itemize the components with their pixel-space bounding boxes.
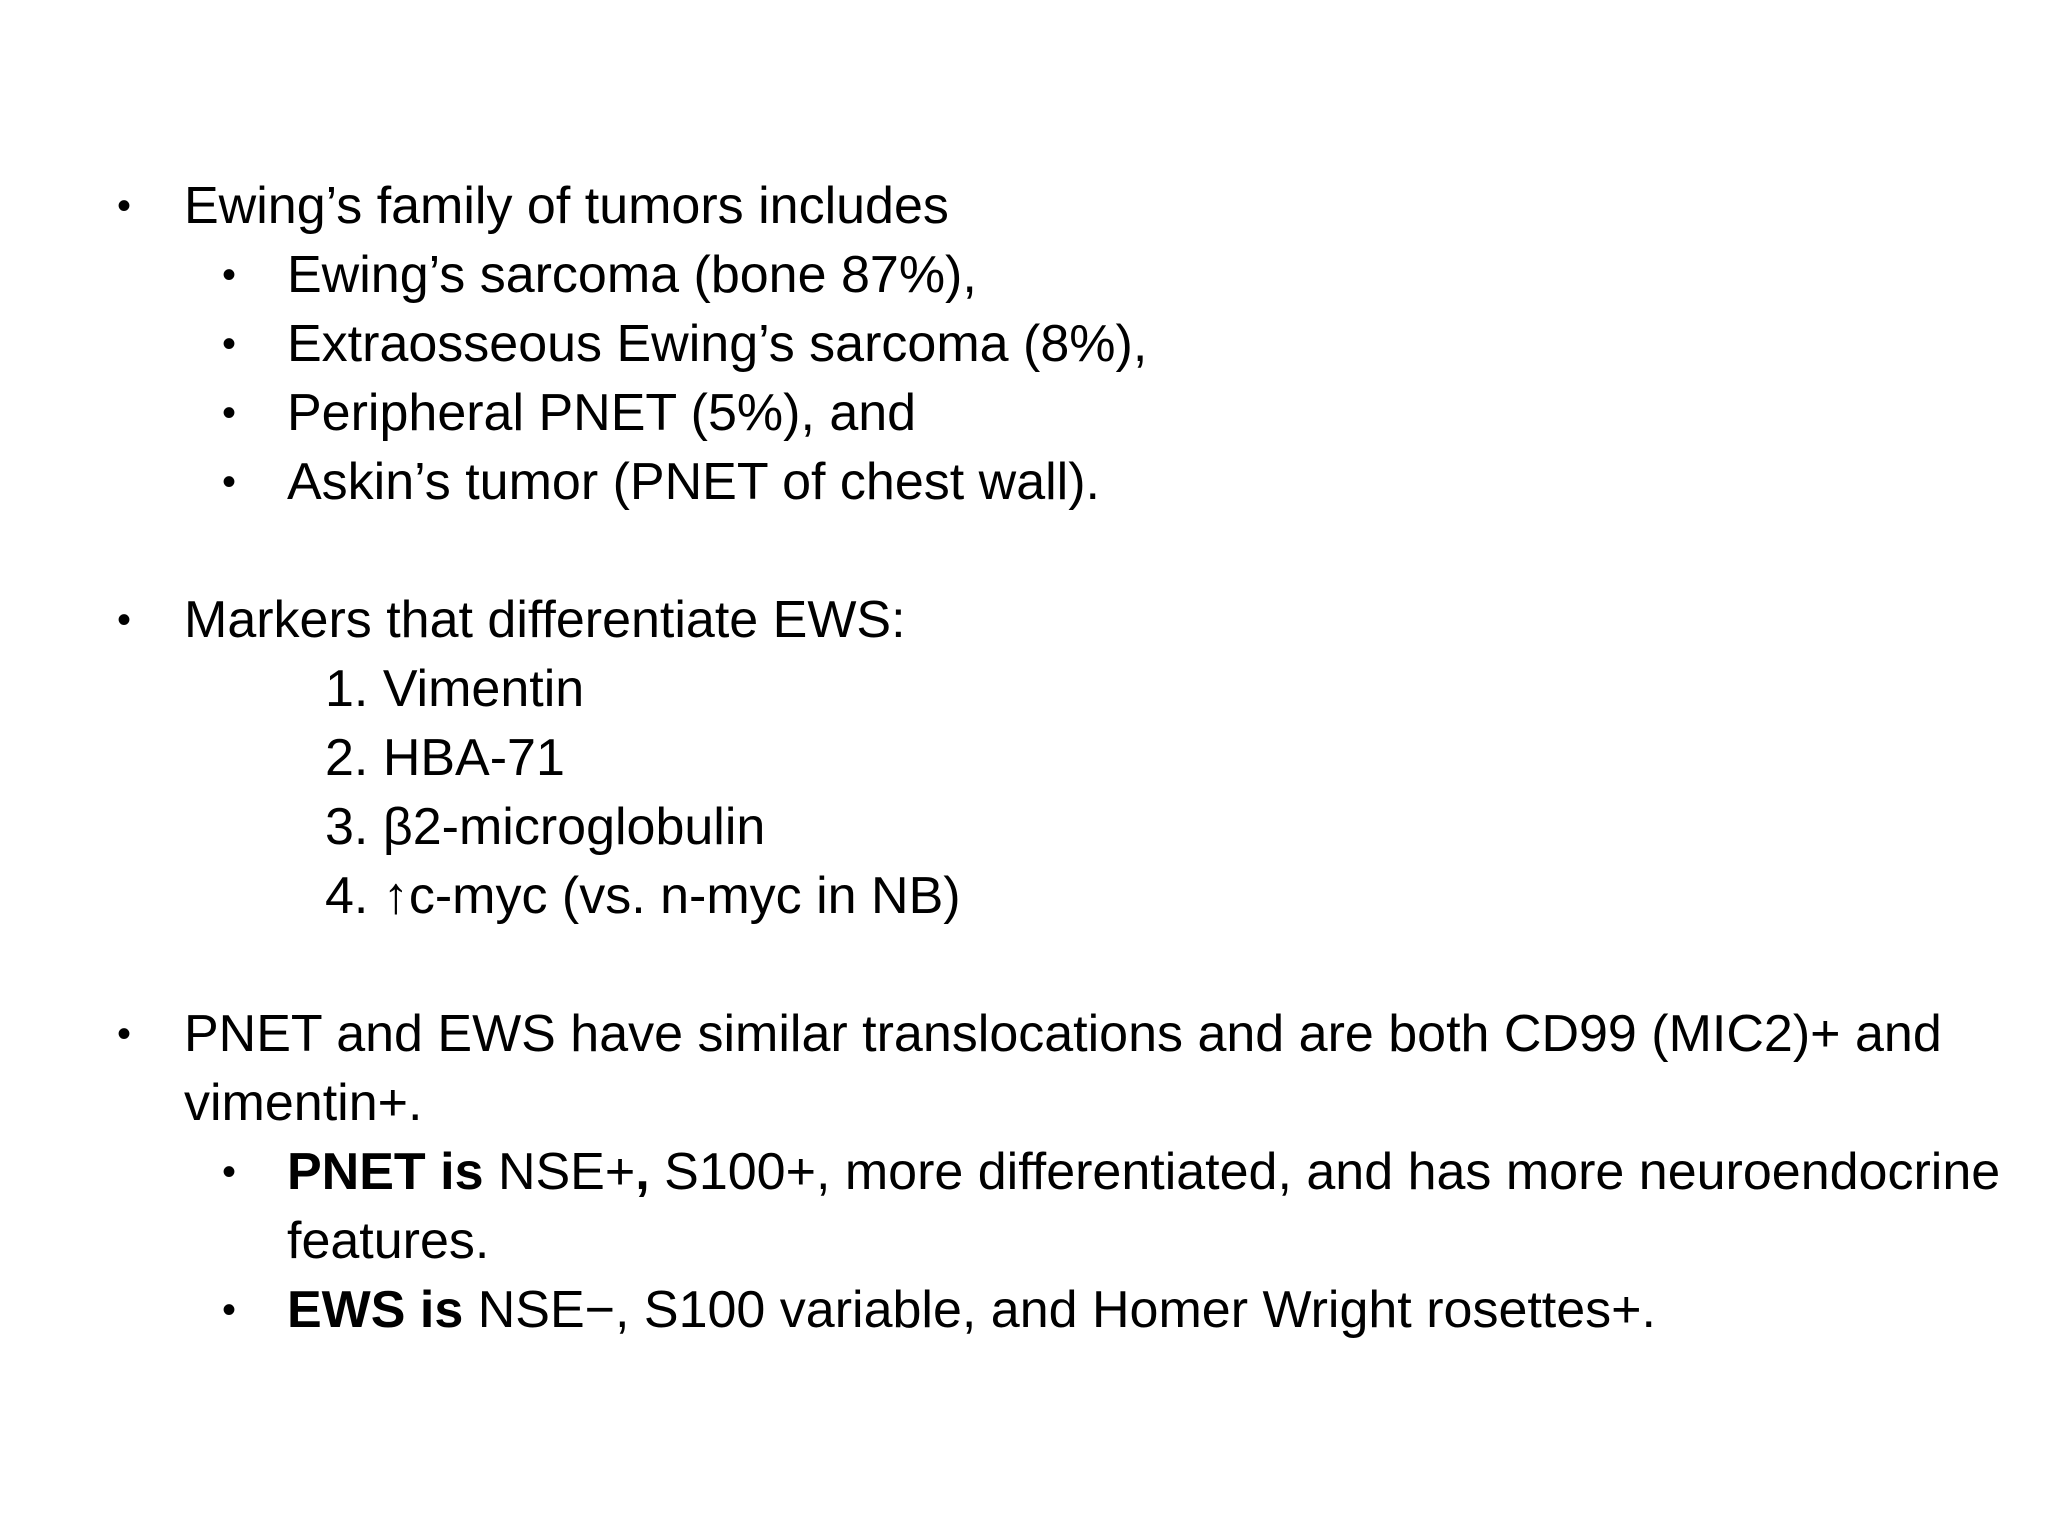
marker-item-4: 4. ↑c-myc (vs. n-myc in NB) — [325, 867, 961, 925]
pnet-description — [287, 1138, 2000, 1206]
ews-rest: NSE−, S100 variable, and Homer Wright rosettes+. — [463, 1281, 1656, 1339]
ews-description — [287, 1276, 1656, 1344]
section3-heading-line2: vimentin+. — [184, 1074, 423, 1132]
pnet-description-cont: features. — [287, 1212, 490, 1270]
bullet-marker: • — [222, 1288, 237, 1332]
section1-item-4: Askin’s tumor (PNET of chest wall). — [287, 453, 1100, 511]
section1-item-3: Peripheral PNET (5%), and — [287, 384, 917, 442]
bullet-marker: • — [222, 1150, 237, 1194]
bullet-marker: • — [117, 1012, 132, 1056]
pnet-label: PNET is — [287, 1143, 484, 1201]
marker-item-2: 2. HBA-71 — [325, 729, 565, 787]
section2-heading: Markers that differentiate EWS: — [184, 591, 906, 649]
bullet-marker: • — [222, 253, 237, 297]
pnet-rest: S100+, more differentiated, and has more neuroendocrine — [649, 1143, 2001, 1201]
section1-item-1: Ewing’s sarcoma (bone 87%), — [287, 246, 977, 304]
bullet-marker: • — [117, 184, 132, 228]
pnet-nse: NSE+ — [483, 1143, 636, 1201]
marker-item-1: 1. Vimentin — [325, 660, 585, 718]
bullet-marker: • — [222, 322, 237, 366]
bullet-marker: • — [222, 460, 237, 504]
section1-item-2: Extraosseous Ewing’s sarcoma (8%), — [287, 315, 1148, 373]
ews-label: EWS is — [287, 1281, 464, 1339]
section3-heading-line1: PNET and EWS have similar translocations and are both CD99 (MIC2)+ and — [184, 1005, 1942, 1063]
bullet-marker: • — [222, 391, 237, 435]
pnet-comma: , — [635, 1143, 650, 1201]
bullet-marker: • — [117, 598, 132, 642]
section1-heading: Ewing’s family of tumors includes — [184, 177, 949, 235]
marker-item-3: 3. β2-microglobulin — [325, 798, 766, 856]
